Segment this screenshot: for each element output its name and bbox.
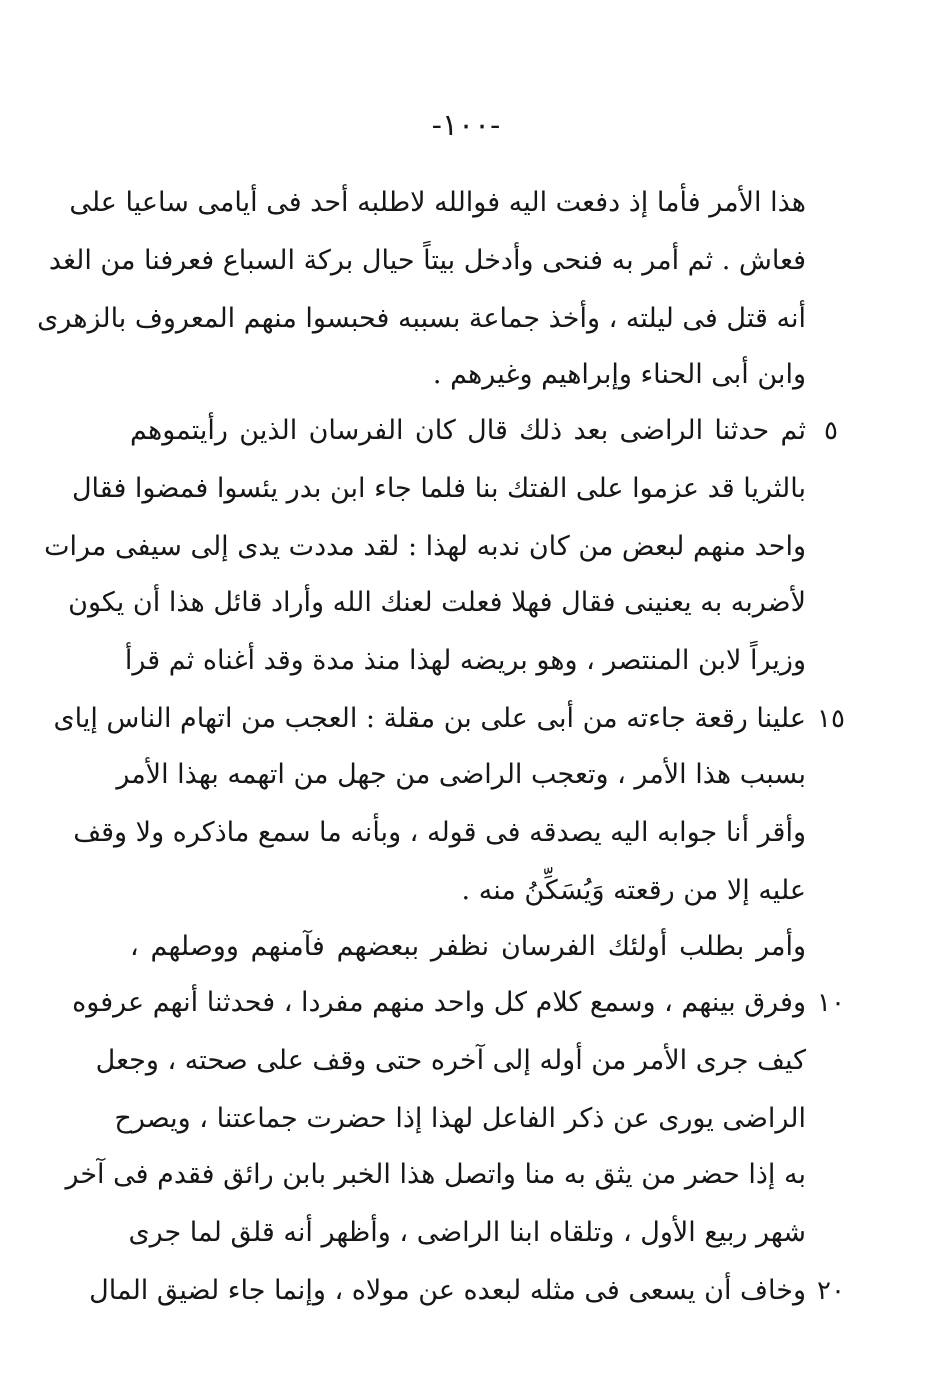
text-line: لأضربه به يعنينى فقال فهلا فعلت لعنك الله وأراد قائل هذا أن يكون [68,587,806,618]
text-line: عليه إلا من رقعته وَيُسَكِّنُ منه . [461,875,806,906]
text-line: وزيراً لابن المنتصر ، وهو بريضه لهذا منذ مدة وقد أغناه ثم قرأ [124,645,806,676]
line-number-marker: ١٠ [817,988,845,1018]
text-line: أنه قتل فى ليلته ، وأخذ جماعة بسببه فحبسوا منهم المعروف بالزهرى [37,303,806,334]
text-line: الراضى يورى عن ذكر الفاعل لهذا إذا حضرت جماعتنا ، ويصرح [114,1103,806,1134]
page-number: -١٠٠- [431,108,501,143]
text-line: واحد منهم لبعض من كان ندبه لهذا : لقد مددت يدى إلى سيفى مرات [44,531,806,562]
line-number-marker: ١٥ [817,704,845,734]
line-number-marker: ٥ [824,416,838,446]
text-line: بالثريا قد عزموا على الفتك بنا فلما جاء ابن بدر يئسوا فمضوا فقال [71,473,806,504]
text-line: وأقر أنا جوابه اليه يصدقه فى قوله ، وبأنه ما سمع ماذكره ولا وقف [73,817,806,848]
text-line: به إذا حضر من يثق به منا واتصل هذا الخبر بابن رائق فقدم فى آخر [65,1159,806,1190]
text-line: هذا الأمر فأما إذ دفعت اليه فوالله لاطلبه أحد فى أيامى ساعيا على [69,187,806,218]
text-line: كيف جرى الأمر من أوله إلى آخره حتى وقف على صحته ، وجعل [95,1045,806,1076]
text-line: بسبب هذا الأمر ، وتعجب الراضى من جهل من اتهمه بهذا الأمر [116,759,806,790]
text-line: وفرق بينهم ، وسمع كلام كل واحد منهم مفردا ، فحدثنا أنهم عرفوه [72,987,806,1018]
text-line: وابن أبى الحناء وإبراهيم وغيرهم . [432,359,806,390]
text-line: علينا رقعة جاءته من أبى على بن مقلة : العجب من اتهام الناس إياى [53,703,806,734]
text-line: وأمر بطلب أولئك الفرسان نظفر ببعضهم فآمنهم ووصلهم ، [130,931,806,962]
text-line: شهر ربيع الأول ، وتلقاه ابنا الراضى ، وأظهر أنه قلق لما جرى [128,1217,806,1248]
text-line: فعاش . ثم أمر به فنحى وأدخل بيتاً حيال بركة السباع فعرفنا من الغد [48,245,806,276]
text-line: ثم حدثنا الراضى بعد ذلك قال كان الفرسان الذين رأيتموهم [130,415,806,446]
line-number-marker: ٢٠ [817,1276,845,1306]
text-line: وخاف أن يسعى فى مثله لبعده عن مولاه ، وإنما جاء لضيق المال [89,1275,806,1306]
